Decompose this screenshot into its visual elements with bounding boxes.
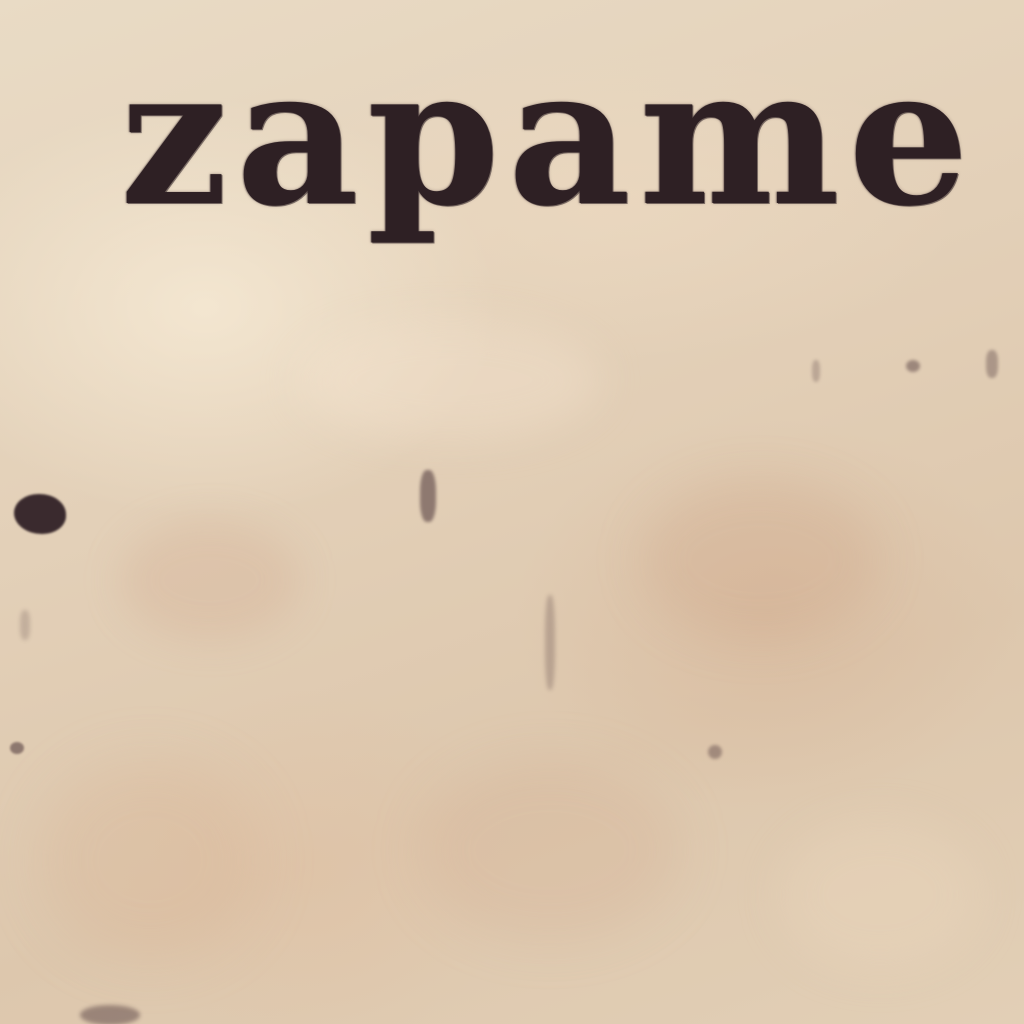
ink-speck bbox=[20, 610, 30, 640]
ink-speck bbox=[708, 745, 722, 759]
paper-stain bbox=[120, 520, 300, 640]
paper-stain bbox=[420, 760, 680, 940]
paper-stain bbox=[40, 760, 260, 960]
ink-speck bbox=[420, 470, 436, 522]
ink-speck bbox=[812, 360, 820, 382]
ink-speck bbox=[986, 350, 998, 378]
paper-stain bbox=[640, 480, 880, 640]
ink-speck bbox=[906, 360, 920, 372]
typewritten-word: zapame bbox=[120, 25, 977, 248]
ink-speck bbox=[10, 742, 24, 754]
ink-speck bbox=[80, 1005, 140, 1024]
paper-stain bbox=[780, 820, 980, 970]
ink-blot bbox=[14, 494, 66, 534]
ink-speck bbox=[545, 595, 555, 690]
paper-stain bbox=[300, 320, 600, 440]
